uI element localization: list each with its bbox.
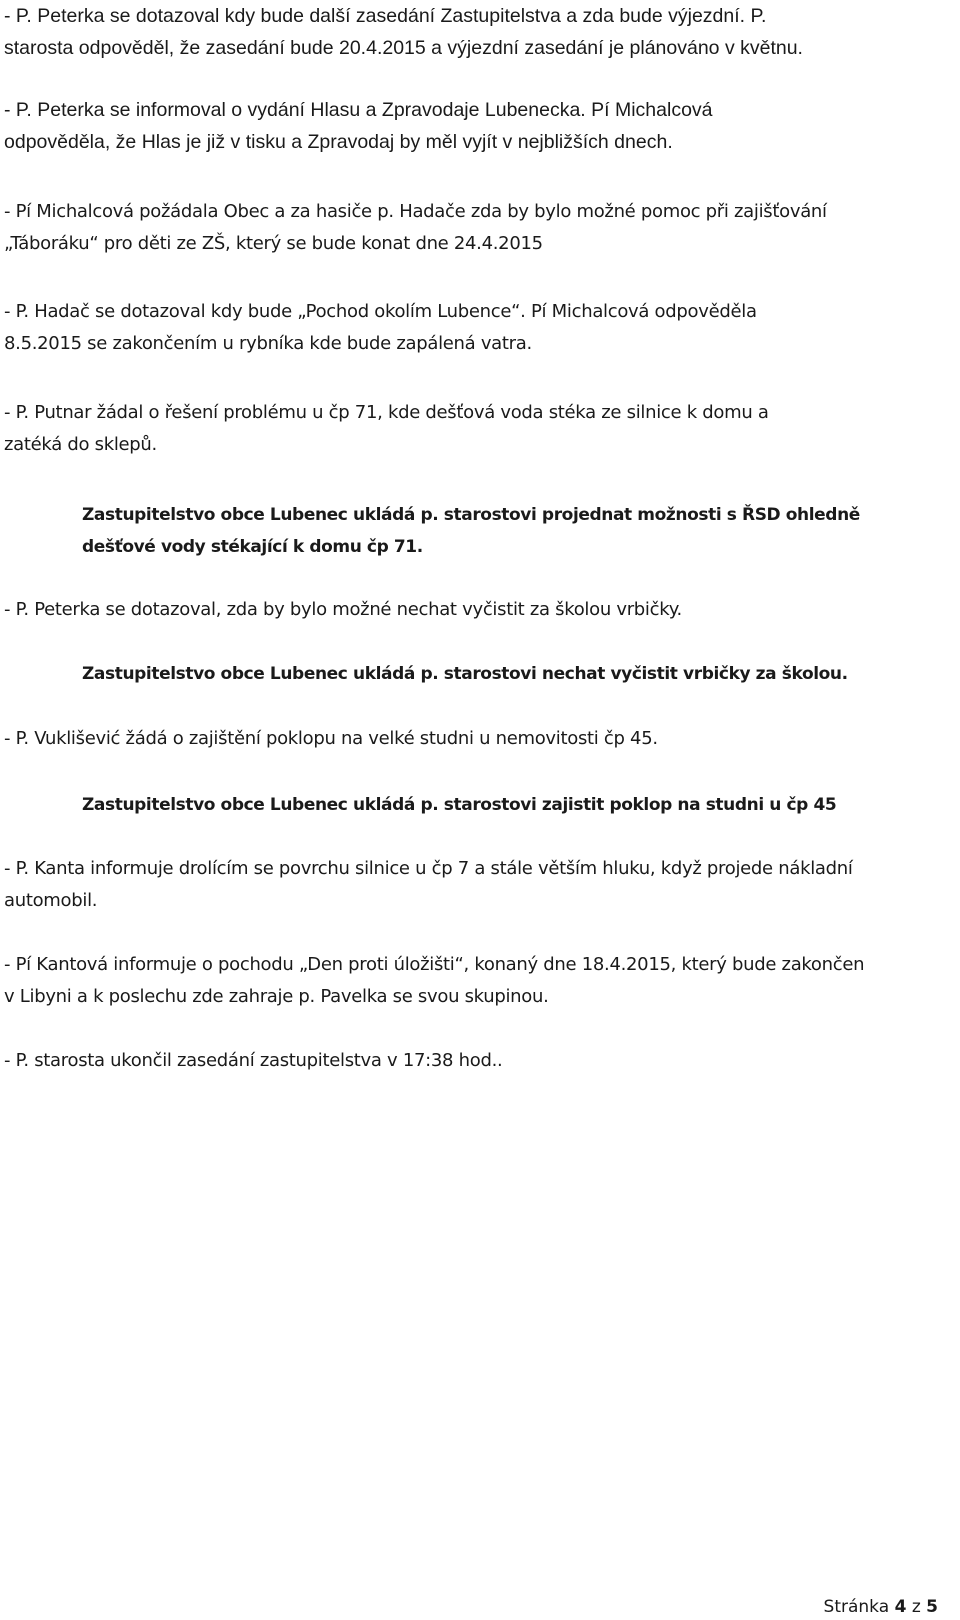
text-line: 8.5.2015 se zakončením u rybníka kde bude zapálená vatra. xyxy=(4,333,532,354)
paragraph-hlas-zpravodaj xyxy=(4,94,944,158)
resolution-line: dešťové vody stékající k domu čp 71. xyxy=(82,537,423,557)
text-line: starosta odpověděl, že zasedání bude 20.4.2015 a výjezdní zasedání je plánováno v květnu. xyxy=(4,37,803,59)
page-footer xyxy=(824,1596,938,1618)
resolution-vrbicky xyxy=(82,658,848,690)
text-line: - P. Kanta informuje drolícím se povrchu silnice u čp 7 a stále větším hluku, když projede nákladní xyxy=(4,858,853,879)
resolution-rsd xyxy=(82,499,860,563)
text-line: - P. Hadač se dotazoval kdy bude „Pochod okolím Lubence“. Pí Michalcová odpověděla xyxy=(4,301,757,322)
resolution-poklop xyxy=(82,789,836,821)
text-line: - P. Peterka se dotazoval, zda by bylo možné nechat vyčistit za školou vrbičky. xyxy=(4,599,682,620)
page-label: Stránka xyxy=(823,1597,890,1617)
page-of: z xyxy=(911,1597,921,1617)
paragraph-den-proti-ulozisti xyxy=(4,949,944,1013)
paragraph-session-end xyxy=(4,1045,944,1077)
text-line: - P. Putnar žádal o řešení problému u čp 71, kde dešťová voda stéka ze silnice k domu a xyxy=(4,402,769,423)
text-line: odpověděla, že Hlas je již v tisku a Zpravodaj by měl vyjít v nejbližších dnech. xyxy=(4,131,673,153)
paragraph-pochod-okolim xyxy=(4,296,944,360)
paragraph-taborak-request xyxy=(4,196,944,260)
resolution-line: Zastupitelstvo obce Lubenec ukládá p. starostovi projednat možnosti s ŘSD ohledně xyxy=(82,505,860,525)
resolution-line: Zastupitelstvo obce Lubenec ukládá p. starostovi zajistit poklop na studni u čp 45 xyxy=(82,795,837,815)
text-line: - Pí Michalcová požádala Obec a za hasiče p. Hadače zda by bylo možné pomoc při zajišťování xyxy=(4,201,827,222)
text-line: - P. Peterka se informoval o vydání Hlasu a Zpravodaje Lubenecka. Pí Michalcová xyxy=(4,99,713,121)
paragraph-vrbicky-question xyxy=(4,594,944,626)
text-line: v Libyni a k poslechu zde zahraje p. Pavelka se svou skupinou. xyxy=(4,986,549,1007)
paragraph-date-of-next-session xyxy=(4,0,944,64)
page-total: 5 xyxy=(926,1597,938,1617)
text-line: - P. Peterka se dotazoval kdy bude další zasedání Zastupitelstva a zda bude výjezdní. P. xyxy=(4,5,767,27)
text-line: automobil. xyxy=(4,890,98,911)
paragraph-poklop-request xyxy=(4,723,944,755)
text-line: - Pí Kantová informuje o pochodu „Den proti úložišti“, konaný dne 18.4.2015, který bude zakončen xyxy=(4,954,865,975)
text-line: „Táboráku“ pro děti ze ZŠ, který se bude konat dne 24.4.2015 xyxy=(4,233,543,254)
text-line: - P. Vuklišević žádá o zajištění poklopu na velké studni u nemovitosti čp 45. xyxy=(4,728,658,749)
paragraph-road-noise xyxy=(4,853,944,917)
text-line: zatéká do sklepů. xyxy=(4,434,157,455)
resolution-line: Zastupitelstvo obce Lubenec ukládá p. starostovi nechat vyčistit vrbičky za školou. xyxy=(82,664,848,684)
text-line: - P. starosta ukončil zasedání zastupitelstva v 17:38 hod.. xyxy=(4,1050,503,1071)
page-current: 4 xyxy=(894,1597,907,1617)
paragraph-rainwater-problem xyxy=(4,397,944,461)
